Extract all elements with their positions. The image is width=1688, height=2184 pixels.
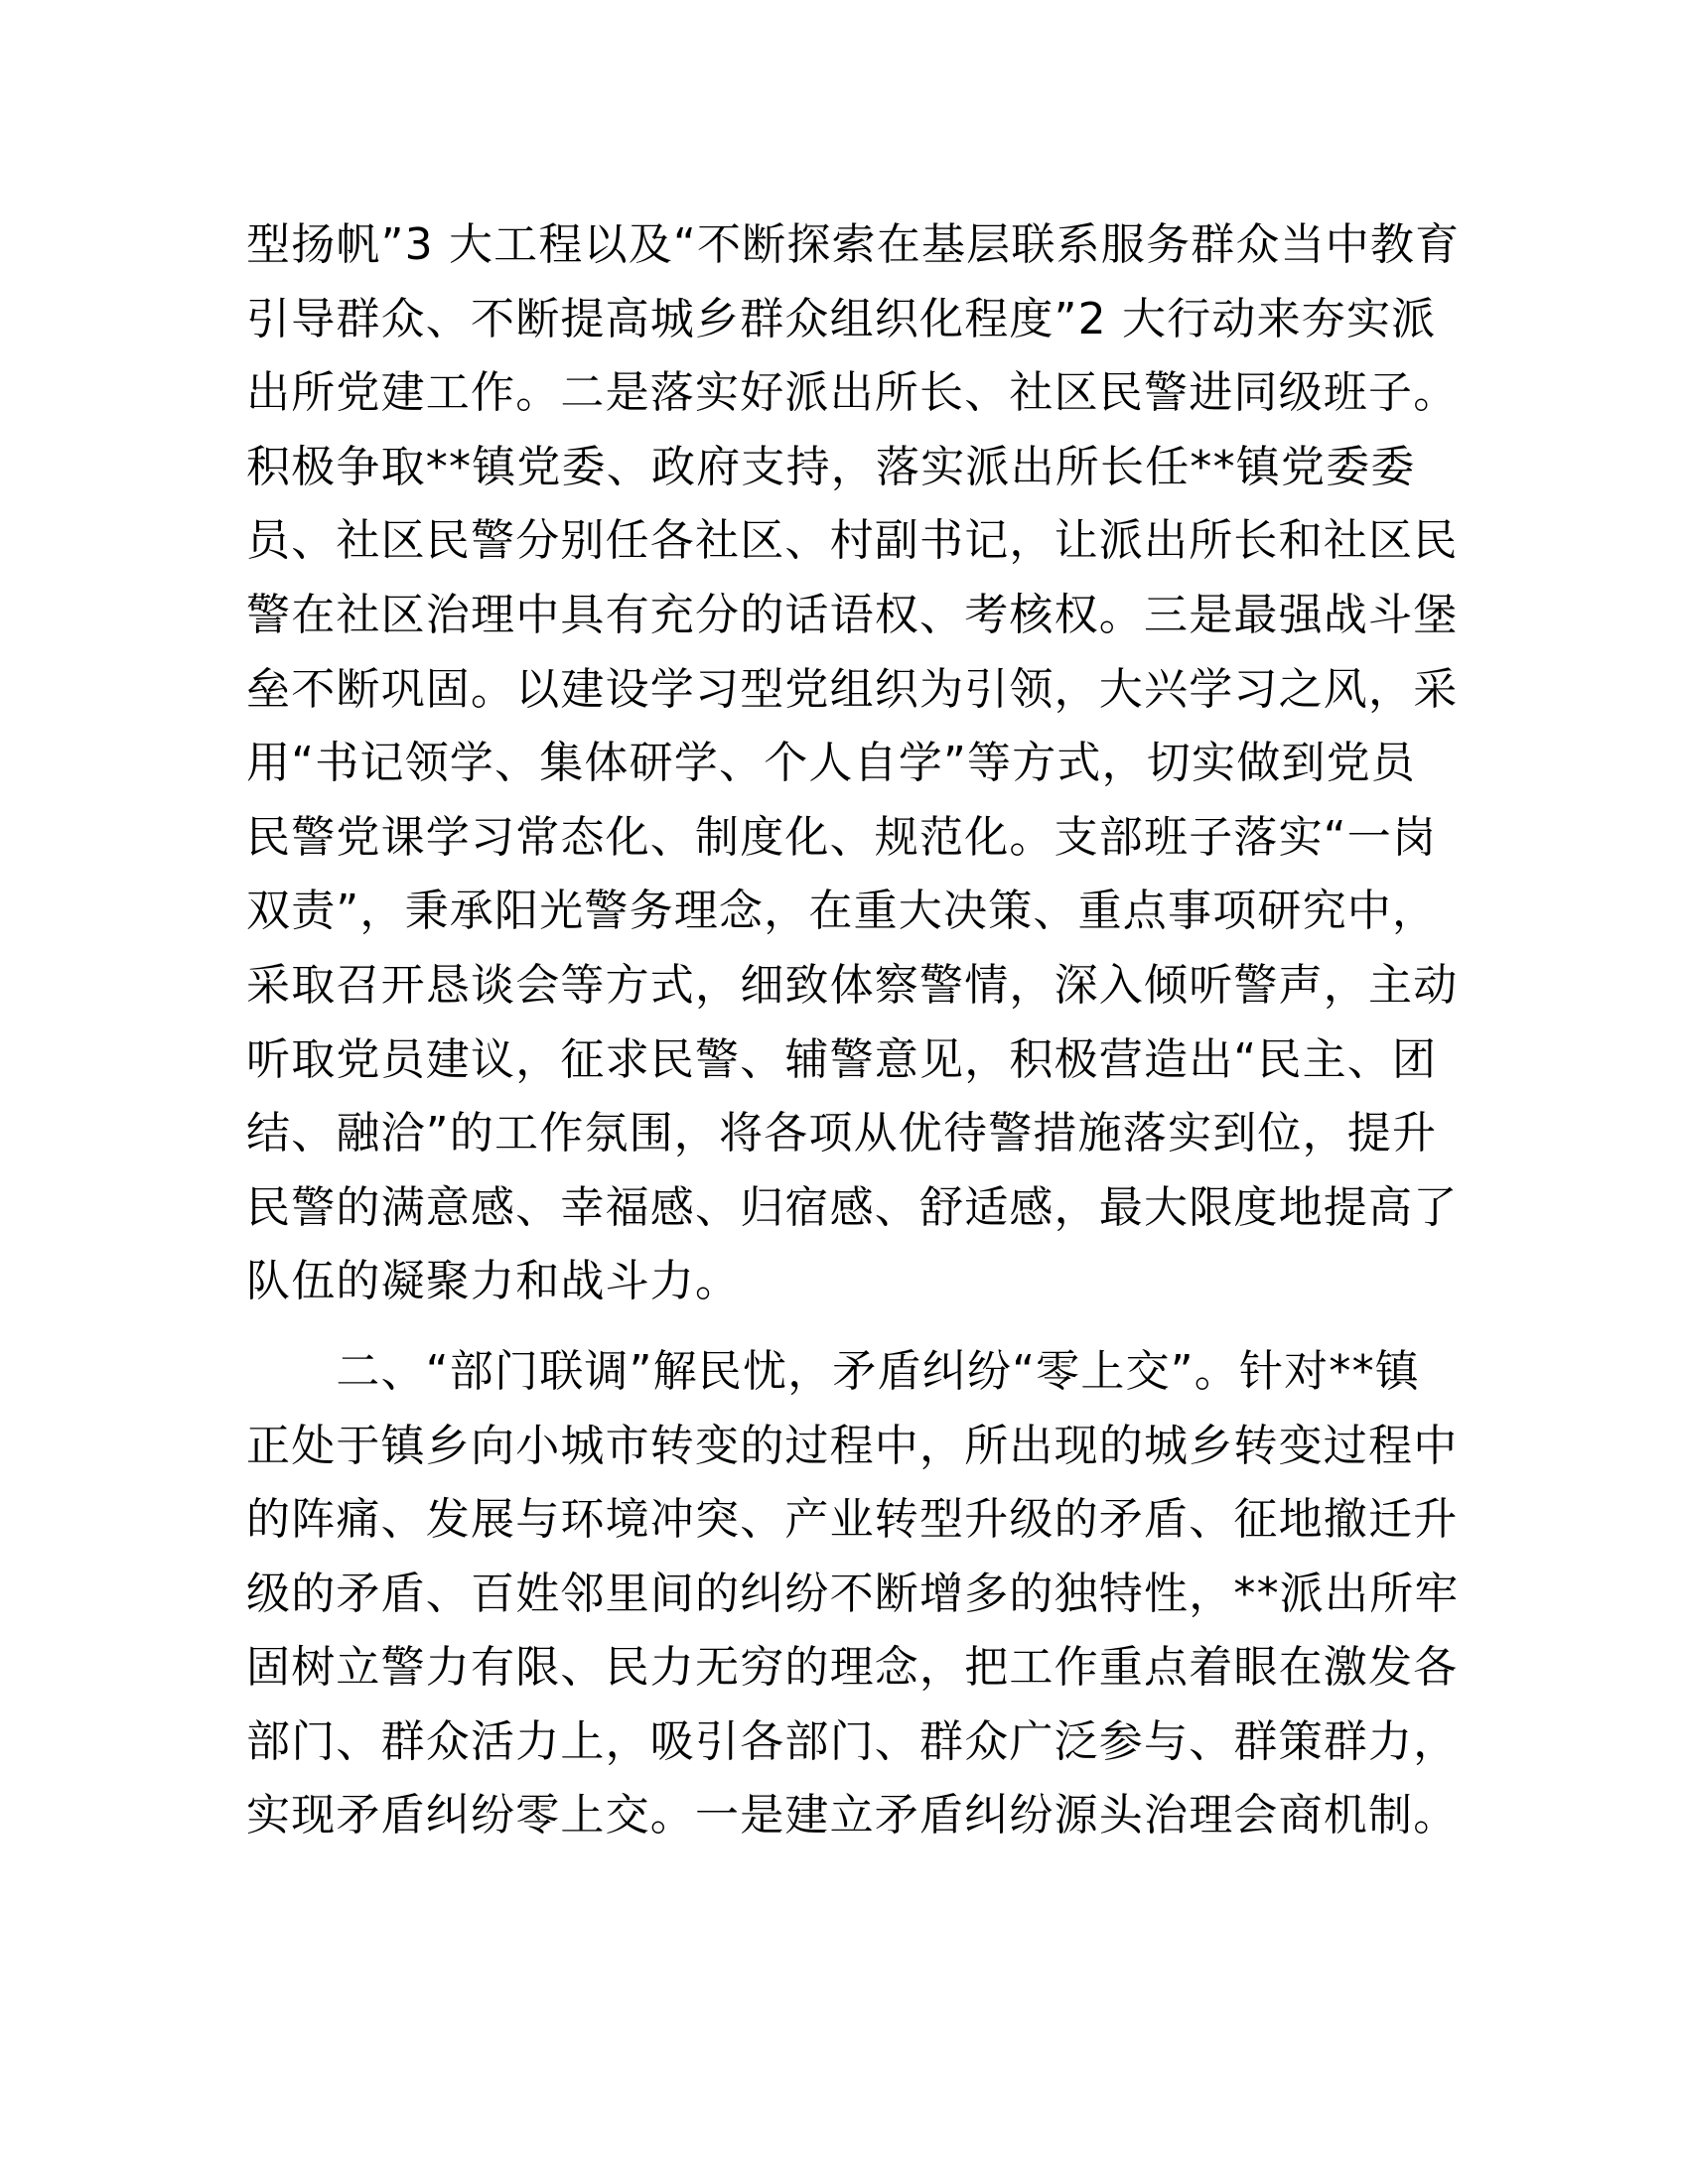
text-line: 民警的满意感、幸福感、归宿感、舒适感，最大限度地提高了 (246, 1181, 1459, 1233)
text-line: 民警党课学习常态化、制度化、规范化。支部班子落实“一岗 (246, 811, 1438, 863)
text-line: 垒不断巩固。以建设学习型党组织为引领，大兴学习之风，采 (246, 663, 1459, 715)
text-line: 员、社区民警分别任各社区、村副书记，让派出所长和社区民 (246, 515, 1459, 567)
text-line: 引导群众、不断提高城乡群众组织化程度”2 大行动来夯实派 (246, 293, 1437, 344)
text-line: 用“书记领学、集体研学、个人自学”等方式，切实做到党员 (246, 738, 1416, 789)
text-line: 部门、群众活力上，吸引各部门、群众广泛参与、群策群力， (246, 1715, 1459, 1767)
text-line: 警在社区治理中具有充分的话语权、考核权。三是最强战斗堡 (246, 589, 1459, 640)
text-line: 实现矛盾纠纷零上交。一是建立矛盾纠纷源头治理会商机制。 (246, 1790, 1459, 1842)
text-line: 固树立警力有限、民力无穷的理念，把工作重点着眼在激发各 (246, 1642, 1459, 1694)
paragraph-section-two (246, 1335, 1460, 1853)
document-page (246, 208, 1461, 1853)
text-line: 的阵痛、发展与环境冲突、产业转型升级的矛盾、征地撤迁升 (246, 1494, 1459, 1546)
text-line: 听取党员建议，征求民警、辅警意见，积极营造出“民主、团 (246, 1033, 1438, 1085)
text-line: 级的矛盾、百姓邻里间的纠纷不断增多的独特性，**派出所牢 (246, 1568, 1460, 1619)
text-line: 出所党建工作。二是落实好派出所长、社区民警进同级班子。 (246, 367, 1459, 419)
text-line: 采取召开恳谈会等方式，细致体察警情，深入倾听警声，主动 (246, 959, 1459, 1011)
text-line: 积极争取**镇党委、政府支持，落实派出所长任**镇党委委 (246, 441, 1416, 492)
section-heading-line: 二、“部门联调”解民忧，矛盾纠纷“零上交”。针对**镇 (246, 1345, 1420, 1397)
paragraph-party-building (246, 208, 1461, 1319)
text-line: 结、融洽”的工作氛围，将各项从优待警措施落实到位，提升 (246, 1108, 1438, 1160)
text-line: 双责”，秉承阳光警务理念，在重大决策、重点事项研究中， (246, 886, 1438, 937)
text-line: 队伍的凝聚力和战斗力。 (246, 1256, 741, 1307)
text-line: 正处于镇乡向小城市转变的过程中，所出现的城乡转变过程中 (246, 1420, 1459, 1471)
text-line: 型扬帆”3 大工程以及“不断探索在基层联系服务群众当中教育 (246, 219, 1461, 270)
